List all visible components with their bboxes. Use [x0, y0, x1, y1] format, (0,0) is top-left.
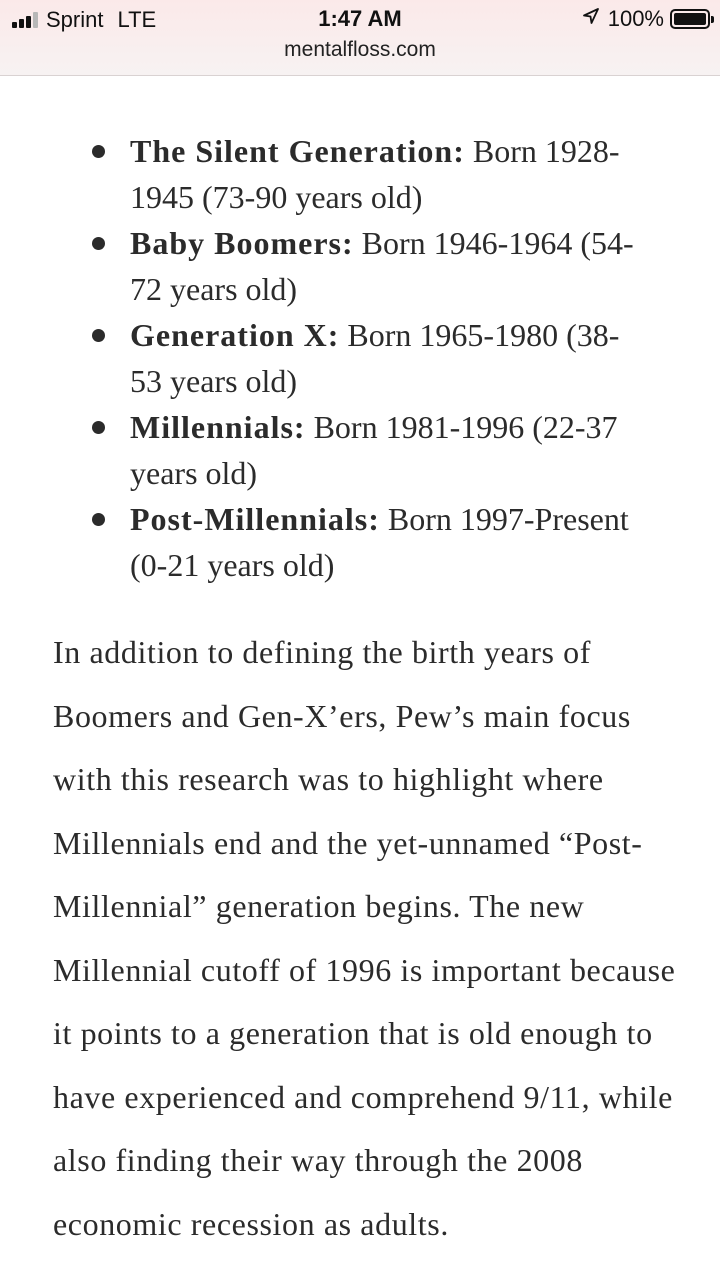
generation-name: The Silent Generation:	[130, 133, 465, 169]
battery-icon	[670, 9, 710, 29]
list-item	[130, 312, 650, 404]
list-item	[130, 404, 650, 496]
status-right	[582, 6, 710, 32]
generation-detail: Born 1946-1964 (54-72 years old)	[130, 225, 634, 307]
generation-detail: Born 1981-1996 (22-37 years old)	[130, 409, 618, 491]
generation-name: Post-Millennials:	[130, 501, 380, 537]
network-type: LTE	[117, 7, 157, 32]
address-bar-url[interactable]: mentalfloss.com	[284, 38, 436, 61]
carrier-name: Sprint	[46, 7, 104, 32]
generation-name: Millennials:	[130, 409, 306, 445]
generation-detail: Born 1965-1980 (38-53 years old)	[130, 317, 620, 399]
location-arrow-icon	[582, 7, 600, 31]
generation-name: Baby Boomers:	[130, 225, 354, 261]
battery-percent: 100%	[607, 6, 664, 31]
status-bar	[0, 0, 720, 76]
article-paragraph: In addition to defining the birth years of Boomers and Gen-X’ers, Pew’s main focus with this research was to highlight where Millennials end and the yet-unnamed “Post-Millennial” generation begins. The new Millennial cutoff of 1996 is important because it points to a generation that is old enough to have experienced and comprehend 9/11, while also finding their way through the 2008 economic recession as adults.	[53, 634, 676, 1242]
generation-detail: Born 1997-Present (0-21 years old)	[130, 501, 629, 583]
list-item	[130, 220, 650, 312]
generation-list	[130, 128, 650, 588]
generation-detail: Born 1928-1945 (73-90 years old)	[130, 133, 620, 215]
clock: 1:47 AM	[318, 6, 402, 31]
list-item	[130, 496, 650, 588]
generation-name: Generation X:	[130, 317, 340, 353]
list-item	[130, 128, 650, 220]
